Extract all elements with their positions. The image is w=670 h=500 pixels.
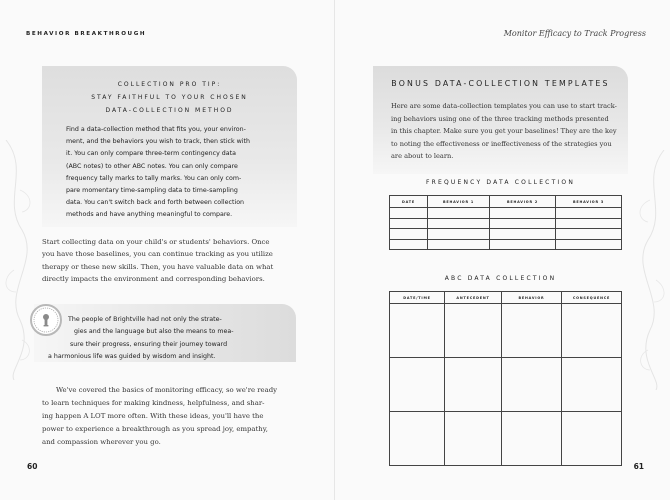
text-line: and compassion wherever you go. [42, 438, 161, 446]
pro-tip-title-line: STAY FAITHFUL TO YOUR CHOSEN [91, 94, 248, 101]
table-row [390, 412, 622, 466]
flourish-right [632, 150, 670, 390]
text-line: therapy or these new skills. Then, you have valuable data on what [42, 262, 274, 271]
table-cell[interactable] [490, 229, 556, 240]
text-line: are about to learn. [391, 152, 454, 160]
keyhole-icon [30, 304, 62, 336]
pro-tip-body [66, 124, 291, 222]
text-line: directly impacts the environment and corresponding behaviors. [42, 275, 265, 284]
column-header: BEHAVIOR 2 [490, 196, 556, 208]
text-line: it. You can only compare three-term contingency data [66, 150, 236, 158]
table-cell[interactable] [428, 208, 490, 219]
frequency-table [389, 195, 622, 250]
text-line: Start collecting data on your child's or students' behaviors. Once [42, 238, 270, 246]
pro-tip-box [42, 66, 297, 227]
table-cell[interactable] [445, 412, 502, 466]
abc-table [389, 291, 622, 466]
table-row [390, 229, 622, 240]
column-header: BEHAVIOR 3 [556, 196, 622, 208]
table-cell[interactable] [562, 412, 622, 466]
text-line: power to experience a breakthrough as you spread joy, empathy, [42, 425, 268, 433]
text-line: gies and the language but also the means to mea- [74, 328, 234, 336]
table-cell[interactable] [390, 304, 445, 358]
table-cell[interactable] [390, 412, 445, 466]
table-row [390, 218, 622, 229]
text-line: We've covered the basics of monitoring efficacy, so we're ready [56, 386, 278, 394]
text-line: frequency tally marks to tally marks. You can only com- [66, 174, 242, 182]
text-line: data. You can't switch back and forth between collection [66, 199, 245, 207]
page-number-left: 60 [27, 462, 38, 471]
text-line: to noting the effectiveness or ineffectiveness of the strategies you [391, 139, 612, 148]
running-head-left: BEHAVIOR BREAKTHROUGH [26, 31, 147, 37]
text-line: you have those baselines, you can continue tracking as you utilize [42, 250, 273, 259]
pro-tip-title-line: DATA-COLLECTION METHOD [105, 107, 234, 114]
column-header: BEHAVIOR [502, 292, 562, 304]
text-line: to learn techniques for making kindness, helpfulness, and shar- [42, 399, 265, 407]
story-callout-text [48, 314, 290, 363]
flourish-left [0, 140, 38, 380]
table-row [390, 239, 622, 250]
column-header: DATE/TIME [390, 292, 445, 304]
table-cell[interactable] [490, 218, 556, 229]
pro-tip-title [42, 78, 297, 117]
table-cell[interactable] [428, 218, 490, 229]
table-cell[interactable] [445, 304, 502, 358]
table-header-row [390, 292, 622, 304]
bonus-templates-body [391, 100, 619, 163]
page-number-right: 61 [633, 462, 644, 471]
table-cell[interactable] [428, 229, 490, 240]
table-cell[interactable] [556, 208, 622, 219]
table-cell[interactable] [490, 239, 556, 250]
table-cell[interactable] [502, 304, 562, 358]
table-cell[interactable] [562, 304, 622, 358]
text-line: ing behaviors using one of the three tracking methods presented [391, 114, 609, 123]
text-line: a harmonious life was guided by wisdom and insight. [48, 352, 216, 360]
table-cell[interactable] [390, 229, 428, 240]
table-cell[interactable] [490, 208, 556, 219]
text-line: methods and have anything meaningful to compare. [66, 211, 233, 219]
table-cell[interactable] [390, 218, 428, 229]
abc-section-title: ABC DATA COLLECTION [444, 275, 557, 282]
table-row [390, 208, 622, 219]
table-cell[interactable] [556, 229, 622, 240]
column-header: DATE [390, 196, 428, 208]
table-header-row [390, 196, 622, 208]
text-line: The people of Brightville had not only the strate- [68, 316, 222, 323]
table-cell[interactable] [428, 239, 490, 250]
running-head-right: Monitor Efficacy to Track Progress [503, 29, 646, 38]
text-line: Find a data-collection method that fits you, your environ- [66, 126, 246, 133]
text-line: Here are some data-collection templates you can use to start track- [391, 102, 617, 110]
text-line: sure their progress, ensuring their journey toward [70, 340, 228, 348]
text-line: ment, and the behaviors you wish to track, then stick with [66, 138, 250, 146]
bonus-templates-box [373, 66, 628, 174]
table-cell[interactable] [390, 239, 428, 250]
table-cell[interactable] [390, 208, 428, 219]
frequency-section-title: FREQUENCY DATA COLLECTION [425, 179, 576, 186]
body-paragraph-2 [42, 384, 292, 449]
table-cell[interactable] [556, 239, 622, 250]
table-cell[interactable] [445, 358, 502, 412]
text-line: (ABC notes) to other ABC notes. You can only compare [66, 162, 238, 170]
text-line: in this chapter. Make sure you get your baselines! They are the key [391, 127, 617, 135]
table-cell[interactable] [502, 358, 562, 412]
column-header: BEHAVIOR 1 [428, 196, 490, 208]
text-line: ing happen A LOT more often. With these ideas, you'll have the [42, 412, 264, 420]
pro-tip-title-line: COLLECTION PRO TIP: [117, 81, 222, 88]
column-header: ANTECEDENT [445, 292, 502, 304]
table-cell[interactable] [562, 358, 622, 412]
bonus-templates-title: BONUS DATA-COLLECTION TEMPLATES [391, 79, 610, 88]
table-cell[interactable] [390, 358, 445, 412]
text-line: pare momentary time-sampling data to time-sampling [66, 187, 238, 195]
table-cell[interactable] [556, 218, 622, 229]
table-cell[interactable] [502, 412, 562, 466]
body-paragraph-1 [42, 236, 292, 286]
table-row [390, 304, 622, 358]
column-header: CONSEQUENCE [562, 292, 622, 304]
table-row [390, 358, 622, 412]
